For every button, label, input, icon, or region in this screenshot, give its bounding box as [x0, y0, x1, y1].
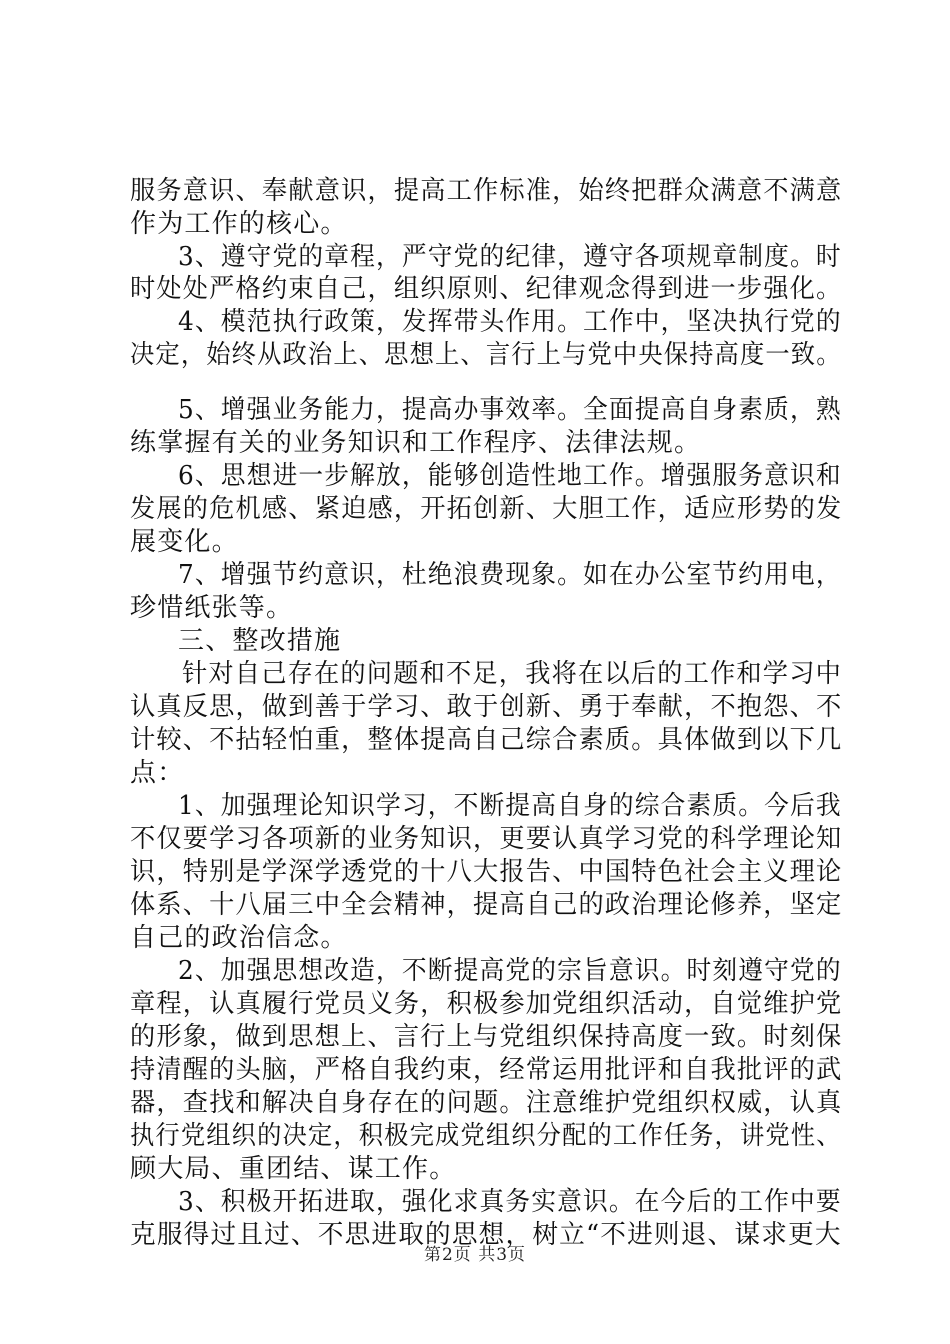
text-line: 发展的危机感、紧迫感，开拓创新、大胆工作，适应形势的发	[130, 494, 843, 524]
text-line: 练掌握有关的业务知识和工作程序、法律法规。	[130, 428, 702, 458]
text-line: 5、增强业务能力，提高办事效率。全面提高自身素质，熟	[178, 395, 842, 425]
text-line: 体系、十八届三中全会精神，提高自己的政治理论修养，坚定	[130, 890, 843, 920]
text-line: 服务意识、奉献意识，提高工作标准，始终把群众满意不满意	[130, 176, 843, 206]
text-line: 时处处严格约束自己，组织原则、纪律观念得到进一步强化。	[130, 274, 843, 304]
text-line: 计较、不拈轻怕重，整体提高自己综合素质。具体做到以下几	[130, 725, 843, 755]
text-line: 作为工作的核心。	[130, 209, 348, 239]
page-footer: 第2页 共3页	[423, 1245, 527, 1265]
text-line: 6、思想进一步解放，能够创造性地工作。增强服务意识和	[178, 461, 842, 491]
text-line: 点：	[130, 758, 185, 788]
text-line: 3、积极开拓进取，强化求真务实意识。在今后的工作中要	[178, 1187, 842, 1217]
text-line: 1、加强理论知识学习，不断提高自身的综合素质。今后我	[178, 791, 842, 821]
text-line: 执行党组织的决定，积极完成党组织分配的工作任务，讲党性、	[130, 1121, 842, 1151]
text-line: 7、增强节约意识，杜绝浪费现象。如在办公室节约用电，	[178, 560, 842, 590]
text-line: 决定，始终从政治上、思想上、言行上与党中央保持高度一致。	[130, 340, 842, 370]
text-line: 自己的政治信念。	[130, 923, 348, 953]
text-line: 展变化。	[130, 527, 239, 557]
text-line: 3、遵守党的章程，严守党的纪律，遵守各项规章制度。时	[178, 242, 842, 272]
text-line: 2、加强思想改造，不断提高党的宗旨意识。时刻遵守党的	[178, 956, 842, 986]
text-line: 认真反思，做到善于学习、敢于创新、勇于奉献，不抱怨、不	[130, 692, 843, 722]
text-line: 顾大局、重团结、谋工作。	[130, 1154, 457, 1184]
text-line: 持清醒的头脑，严格自我约束，经常运用批评和自我批评的武	[130, 1055, 843, 1085]
text-line: 珍惜纸张等。	[130, 593, 294, 623]
section-heading: 三、整改措施	[178, 626, 342, 656]
text-line: 不仅要学习各项新的业务知识，更要认真学习党的科学理论知	[130, 824, 843, 854]
text-line: 识，特别是学深学透党的十八大报告、中国特色社会主义理论	[130, 857, 843, 887]
text-line: 器，查找和解决自身存在的问题。注意维护党组织权威，认真	[130, 1088, 843, 1118]
text-line: 的形象，做到思想上、言行上与党组织保持高度一致。时刻保	[130, 1022, 843, 1052]
text-line: 针对自己存在的问题和不足，我将在以后的工作和学习中	[182, 659, 843, 689]
text-line: 章程，认真履行党员义务，积极参加党组织活动，自觉维护党	[130, 989, 843, 1019]
text-line: 克服得过且过、不思进取的思想，树立“不进则退、谋求更大	[130, 1220, 842, 1250]
text-line: 4、模范执行政策，发挥带头作用。工作中，坚决执行党的	[178, 307, 842, 337]
